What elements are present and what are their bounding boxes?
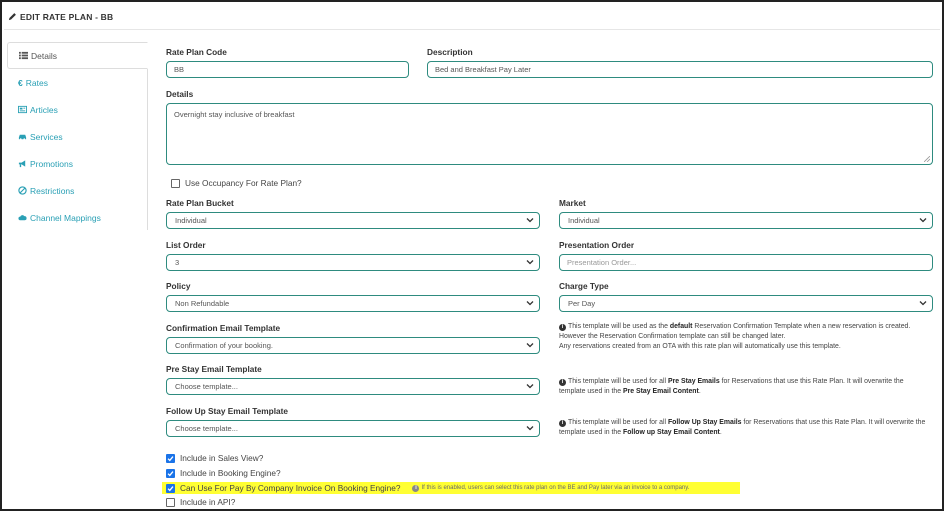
sidebar-item-label: Services	[30, 131, 63, 142]
note-text: This template will be used for all	[568, 378, 667, 385]
modal-header	[4, 4, 940, 30]
follow-up-email-note	[559, 418, 934, 438]
resize-grip-icon[interactable]	[924, 156, 930, 162]
policy-select[interactable]	[166, 295, 540, 312]
sidebar-item-promotions[interactable]	[7, 150, 147, 177]
charge-type-label: Charge Type	[559, 281, 609, 291]
sidebar-nav	[7, 42, 148, 230]
use-occupancy-checkbox[interactable]	[171, 179, 180, 188]
list-order-value: 3	[175, 258, 180, 267]
market-select[interactable]	[559, 212, 933, 229]
info-icon: i	[412, 485, 419, 492]
sidebar-item-label: Details	[31, 50, 57, 61]
details-text: Overnight stay inclusive of breakfast	[174, 110, 295, 119]
check-icon	[167, 485, 174, 492]
confirmation-email-note	[559, 322, 919, 352]
ban-icon	[18, 186, 27, 195]
confirmation-email-label: Confirmation Email Template	[166, 323, 281, 333]
include-booking-engine-checkbox[interactable]	[166, 469, 175, 478]
note-bold: Pre Stay Emails	[667, 378, 720, 385]
info-icon: i	[559, 379, 566, 386]
pay-by-company-checkbox[interactable]	[166, 484, 175, 493]
check-icon	[167, 470, 174, 477]
sidebar-item-label: Restrictions	[30, 185, 75, 196]
description-input[interactable]: Bed and Breakfast Pay Later	[427, 61, 933, 78]
note-text: If this is enabled, users can select this rate plan on the BE and Pay later via an invoice to a company.	[421, 484, 690, 491]
charge-type-value: Per Day	[568, 299, 596, 308]
note-text: for Reservations that use this Rate Plan. It will overwrite the template used in the	[559, 419, 926, 436]
chevron-down-icon	[526, 300, 534, 306]
details-label: Details	[166, 89, 194, 99]
include-api-row[interactable]	[166, 497, 235, 507]
pre-stay-email-label: Pre Stay Email Template	[166, 364, 262, 374]
presentation-order-input[interactable]: Presentation Order...	[559, 254, 933, 271]
include-api-label: Include in API?	[180, 497, 236, 507]
sidebar-item-label: Channel Mappings	[30, 212, 101, 223]
cloud-icon	[18, 213, 27, 222]
rate-plan-bucket-label: Rate Plan Bucket	[166, 198, 234, 208]
include-api-checkbox[interactable]	[166, 498, 175, 507]
rate-plan-code-label: Rate Plan Code	[166, 47, 227, 57]
note-text: This template will be used as the	[568, 323, 668, 330]
follow-up-email-select[interactable]	[166, 420, 540, 437]
euro-icon: €	[18, 77, 23, 88]
sidebar-item-details[interactable]	[7, 42, 148, 69]
note-text: Reservation Confirmation Template when a new reservation is created. However the Reservation Confirmation template can still be changed later.	[559, 323, 911, 340]
pay-by-company-row[interactable]	[166, 483, 690, 493]
list-order-select[interactable]	[166, 254, 540, 271]
note-text: for Reservations that use this Rate Plan. It will overwrite the template used in the	[559, 378, 904, 395]
charge-type-select[interactable]	[559, 295, 933, 312]
newspaper-icon	[18, 105, 27, 114]
include-sales-view-row[interactable]	[166, 453, 263, 463]
sidebar-item-articles[interactable]	[7, 96, 147, 123]
use-occupancy-row[interactable]	[171, 178, 302, 188]
follow-up-email-value: Choose template...	[175, 424, 238, 433]
note-text: .	[698, 388, 701, 395]
market-label: Market	[559, 198, 586, 208]
sidebar-item-rates[interactable]	[7, 69, 147, 96]
note-bold: Follow up Stay Email Content	[622, 429, 720, 436]
rate-plan-code-input[interactable]: BB	[166, 61, 409, 78]
chevron-down-icon	[919, 300, 927, 306]
use-occupancy-label: Use Occupancy For Rate Plan?	[185, 178, 302, 188]
follow-up-email-label: Follow Up Stay Email Template	[166, 406, 289, 416]
note-bold: Follow Up Stay Emails	[667, 419, 742, 426]
policy-label: Policy	[166, 281, 191, 291]
note-text: This template will be used for all	[568, 419, 667, 426]
pre-stay-email-select[interactable]	[166, 378, 540, 395]
modal-title: EDIT RATE PLAN - BB	[20, 11, 114, 22]
car-icon	[18, 132, 27, 141]
note-text: Any reservations created from an OTA with this rate plan will automatically use this template.	[559, 343, 841, 350]
confirmation-email-value: Confirmation of your booking.	[175, 341, 273, 350]
sidebar-item-label: Articles	[30, 104, 58, 115]
chevron-down-icon	[526, 383, 534, 389]
presentation-order-label: Presentation Order	[559, 240, 635, 250]
note-text: .	[719, 429, 722, 436]
chevron-down-icon	[526, 425, 534, 431]
bullhorn-icon	[18, 159, 27, 168]
include-booking-engine-label: Include in Booking Engine?	[180, 468, 281, 478]
pencil-icon	[8, 12, 17, 21]
sidebar-item-label: Promotions	[30, 158, 73, 169]
include-booking-engine-row[interactable]	[166, 468, 281, 478]
info-icon: i	[559, 420, 566, 427]
chevron-down-icon	[526, 217, 534, 223]
include-sales-view-checkbox[interactable]	[166, 454, 175, 463]
sidebar-item-label: Rates	[25, 77, 48, 88]
chevron-down-icon	[526, 259, 534, 265]
chevron-down-icon	[919, 217, 927, 223]
rate-plan-bucket-value: Individual	[175, 216, 207, 225]
info-icon: i	[559, 324, 566, 331]
description-label: Description	[427, 47, 473, 57]
pay-by-company-label: Can Use For Pay By Company Invoice On Booking Engine?	[180, 483, 401, 493]
sidebar-item-channel-mappings[interactable]	[7, 204, 147, 231]
list-icon	[19, 51, 28, 60]
list-order-label: List Order	[166, 240, 206, 250]
pre-stay-email-note	[559, 377, 919, 397]
sidebar-item-services[interactable]	[7, 123, 147, 150]
include-sales-view-label: Include in Sales View?	[180, 453, 264, 463]
sidebar-item-restrictions[interactable]	[7, 177, 147, 204]
market-value: Individual	[568, 216, 600, 225]
rate-plan-bucket-select[interactable]	[166, 212, 540, 229]
details-textarea[interactable]	[166, 103, 933, 165]
policy-value: Non Refundable	[175, 299, 230, 308]
pay-by-company-note	[412, 485, 689, 492]
confirmation-email-select[interactable]	[166, 337, 540, 354]
pre-stay-email-value: Choose template...	[175, 382, 238, 391]
check-icon	[167, 455, 174, 462]
chevron-down-icon	[526, 342, 534, 348]
note-bold: Pre Stay Email Content	[622, 388, 699, 395]
note-bold: default	[669, 323, 693, 330]
